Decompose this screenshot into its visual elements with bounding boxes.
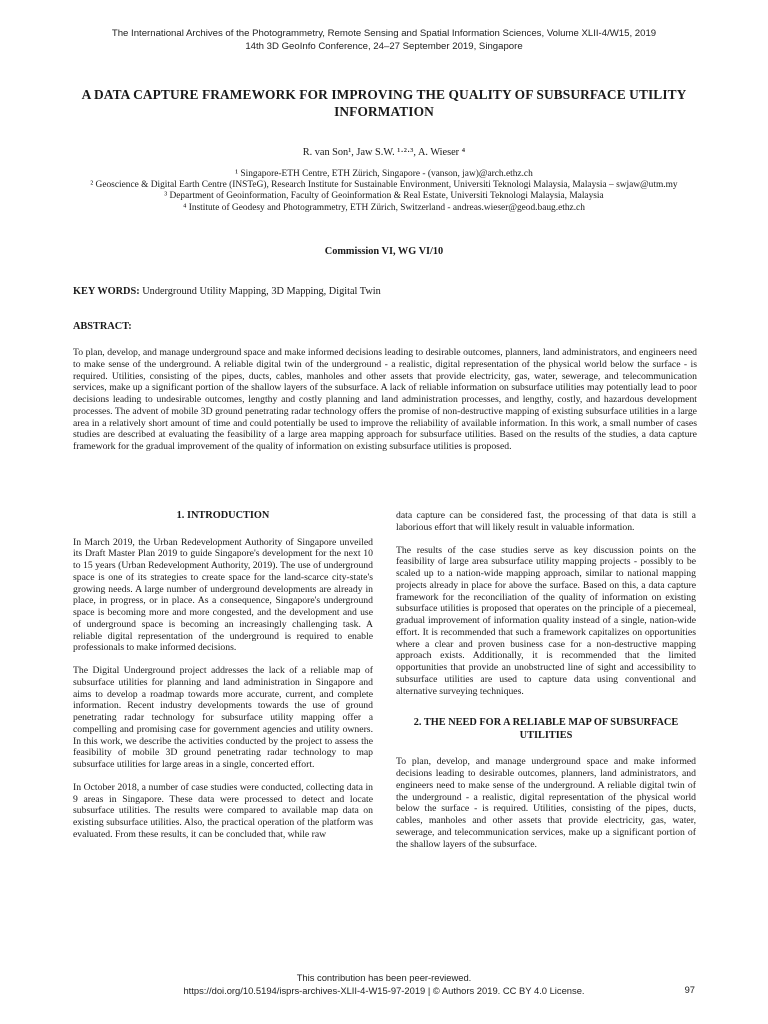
affiliation-list: [70, 169, 698, 214]
page-footer: [0, 971, 768, 997]
paragraph: data capture can be considered fast, the processing of that data is still a laborious effort that will likely result in valuable information.: [396, 510, 696, 533]
header-conference-line: 14th 3D GeoInfo Conference, 24–27 September 2019, Singapore: [245, 41, 523, 52]
paragraph: To plan, develop, and manage underground space and make informed decisions leading to desirable outcomes, planners, land administrators, and engineers need to make sense of the underground. A reliable digital twin of the underground - a realistic, digital representation of the physical world below the surface - is required. Utilities, consisting of the pipes, ducts, cables, manholes and other assets that provide electricity, gas, water, sewerage, and telecommunication services, make up a significant portion of the shallow layers of the subsurface.: [396, 756, 696, 850]
author-list: R. van Son¹, Jaw S.W. ¹·²·³, A. Wieser ⁴: [302, 147, 466, 158]
keywords-text: Underground Utility Mapping, 3D Mapping, Digital Twin: [139, 286, 381, 297]
keywords-label: KEY WORDS:: [73, 286, 140, 297]
abstract-heading: ABSTRACT:: [73, 321, 132, 332]
left-column: [73, 510, 373, 852]
commission-line: Commission VI, WG VI/10: [324, 246, 444, 257]
affiliation-1: ¹ Singapore-ETH Centre, ETH Zürich, Singapore - (vanson, jaw)@arch.ethz.ch: [235, 169, 533, 179]
affiliation-2: ² Geoscience & Digital Earth Centre (INSTeG), Research Institute for Sustainable Environment, Universiti Teknologi Malaysia, Malaysia – swjaw@utm.my: [90, 180, 678, 191]
paragraph: In October 2018, a number of case studies were conducted, collecting data in 9 areas in Singapore. These data were processed to detect and locate subsurface utilities. The results were compared to available map data on existing subsurface utilities. Also, the practical operation of the platform was evaluated. From these results, it can be concluded that, while raw: [73, 781, 373, 840]
running-header: [0, 27, 768, 53]
paragraph: The results of the case studies serve as key discussion points on the feasibility of large area subsurface utility mapping projects - possibly to be scaled up to a nation-wide mapping approach, similar to national mapping projects already in place for above the surface. Based on this, a data capture framework for the reconciliation of the quality of information on existing subsurface utilities is proposed that operates on the principle of a piecemeal, gradual improvement of information quality instead of a single, nation-wide effort. It is recommended that such a framework capitalizes on opportunities where a clear and proven business case for a non-destructive mapping approach exists. Additionally, it is recommended that the limited opportunities that provide an unobstructed line of sight and accessibility to subsurface utilities are used to capture data using conventional and alternative surveying techniques.: [396, 544, 696, 697]
right-column: [396, 510, 696, 861]
header-journal-line: The International Archives of the Photogrammetry, Remote Sensing and Spatial Information Sciences, Volume XLII-4/W15, 2019: [111, 28, 657, 39]
keywords: [73, 285, 697, 298]
section-heading-introduction: 1. INTRODUCTION: [176, 510, 270, 521]
affiliation-4: ⁴ Institute of Geodesy and Photogrammetry, ETH Zürich, Switzerland - andreas.wieser@geod.baug.ethz.ch: [183, 202, 585, 213]
peer-review-note: This contribution has been peer-reviewed.: [296, 972, 472, 983]
paragraph: In March 2019, the Urban Redevelopment Authority of Singapore unveiled its Draft Master Plan 2019 to guide Singapore's development for the next 10 to 15 years (Urban Redevelopment Authority, 2019). The use of underground space is one of its strategies to create space for the land-scarce city-state's growing needs. A large number of underground developments are already in place, in progress, or in place. As a consequence, Singapore's underground space is becoming more and more congested, and the development and use of underground space is becoming an increasingly challenging task. A reliable digital representation of the underground is required to enable professionals to make informed decisions.: [73, 536, 373, 654]
abstract-text: To plan, develop, and manage underground space and make informed decisions leading to desirable outcomes, planners, land administrators, and engineers need to make sense of the underground. A reliable digital twin of the underground - a realistic, digital representation of the physical world below the surface - is required. Utilities, consisting of the pipes, ducts, cables, manholes and other assets that provide electricity, gas, water, sewerage, and telecommunication services, make up a significant portion of the shallow layers of the subsurface. A lack of reliable information on subsurface utilities may potentially lead to poor decisions leading to undesirable outcomes, lengthy and costly planning and land administration processes, and lengthy, costly, and hazardous development processes. The advent of mobile 3D ground penetrating radar technology offers the promise of non-destructive mapping of existing subsurface utilities in a large area in a relatively short amount of time and could potentially be used to improve the reliability of available information. In this work, a small number of cases studies are described at evaluating the feasibility of a large area mapping approach for subsurface utilities. Based on the results of the studies, a data capture framework for the gradual improvement of the quality of information on existing subsurface utilities is proposed.: [73, 347, 697, 452]
section-heading-need-for-map: 2. THE NEED FOR A RELIABLE MAP OF SUBSURFACE UTILITIES: [413, 717, 679, 741]
paragraph: The Digital Underground project addresses the lack of a reliable map of subsurface utilities for planning and land administration in Singapore and aims to develop a roadmap towards more accurate, current, and complete information. Recent industry developments towards the use of ground penetrating radar technology for subsurface utility mapping offer a compelling and promising case for government agencies and utility owners. In this work, we describe the activities conducted by the project to assess the feasibility of mobile 3D ground penetrating radar technology to map subsurface utilities for large areas in a single, concerted effort.: [73, 665, 373, 770]
doi-license-line: https://doi.org/10.5194/isprs-archives-XLII-4-W15-97-2019 | © Authors 2019. CC BY 4.0 License.: [183, 985, 585, 996]
paper-title: A DATA CAPTURE FRAMEWORK FOR IMPROVING THE QUALITY OF SUBSURFACE UTILITY INFORMATION: [81, 87, 687, 119]
page-number: 97: [684, 984, 695, 995]
affiliation-3: ³ Department of Geoinformation, Faculty of Geoinformation & Real Estate, Universiti Teknologi Malaysia, Malaysia: [164, 191, 604, 202]
